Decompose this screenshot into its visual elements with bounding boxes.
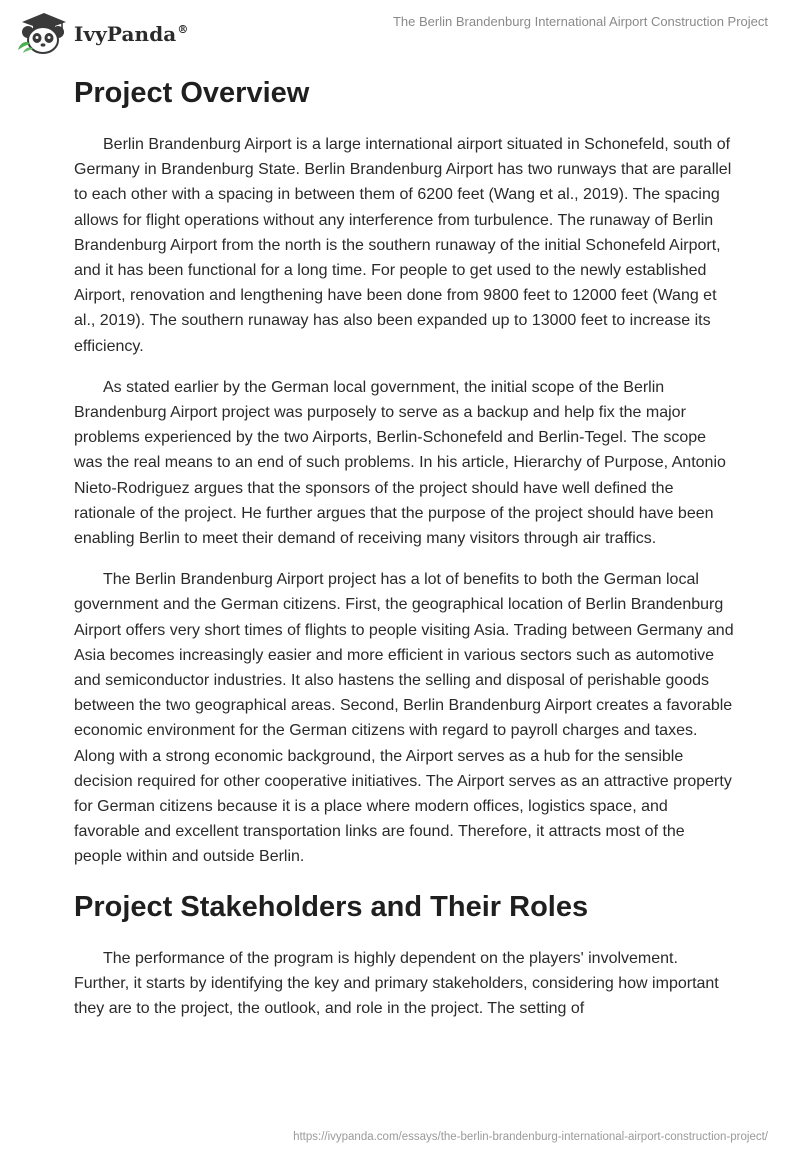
document-title: The Berlin Brandenburg International Airport Construction Project (392, 14, 768, 29)
registered-mark: ® (177, 23, 189, 37)
ivypanda-logo[interactable] (14, 10, 188, 56)
section-heading-overview: Project Overview (74, 77, 310, 109)
paragraph: Berlin Brandenburg Airport is a large international airport situated in Schonefeld, south of Germany in Brandenburg State. Berlin Brandenburg Airport has two runways that are parallel to each other with a spacing in between them of 6200 feet (Wang et al., 2019). The spacing allows for flight operations without any interference from turbulence. The runaway of Berlin Brandenburg Airport from the north is the southern runaway of the initial Schonefeld Airport, and it has been functional for a long time. For people to get used to the newly established Airport, renovation and lengthening have been done from 9800 feet to 12000 feet (Wang et al., 2019). The southern runaway has also been expanded up to 13000 feet to increase its efficiency. (74, 136, 732, 355)
paragraph: The performance of the program is highly dependent on the players' involvement. Further, it starts by identifying the key and primary stakeholders, considering how important they are to the project, the outlook, and role in the project. The setting of (74, 949, 719, 1018)
source-url[interactable]: https://ivypanda.com/essays/the-berlin-brandenburg-international-airport-construction-project/ (293, 1131, 768, 1143)
panda-graduate-icon (14, 10, 72, 56)
paragraph: The Berlin Brandenburg Airport project has a lot of benefits to both the German local government and the German citizens. First, the geographical location of Berlin Brandenburg Airport offers very short times of flights to people visiting Asia. Trading between Germany and Asia becomes increasingly easier and more efficient in various sectors such as automotive and semiconductor industries. It also hastens the selling and disposal of perishable goods between the two geographical areas. Second, Berlin Brandenburg Airport creates a favorable economic environment for the German citizens with regard to payroll charges and taxes. Along with a strong economic background, the Airport serves as a hub for the sensible decision required for other cooperative initiatives. The Airport serves as an attractive property for German citizens because it is a place where modern offices, logistics space, and favorable and excellent transportation links are found. Therefore, it attracts most of the people within and outside Berlin. (74, 571, 734, 866)
brand-name: IvyPanda® (74, 22, 189, 46)
section-heading-stakeholders: Project Stakeholders and Their Roles (74, 890, 589, 923)
page-header (0, 0, 800, 64)
essay-content (74, 70, 734, 1037)
paragraph: As stated earlier by the German local government, the initial scope of the Berlin Brandenburg Airport project was purposely to serve as a backup and help fix the major problems experienced by the two Airports, Berlin-Schonefeld and Berlin-Tegel. The scope was the real means to an end of such problems. In his article, Hierarchy of Purpose, Antonio Nieto-Rodriguez argues that the sponsors of the project should have well defined the rationale of the project. He further argues that the purpose of the project should have been enabling Berlin to meet their demand of receiving many visitors through air traffics. (74, 378, 726, 548)
